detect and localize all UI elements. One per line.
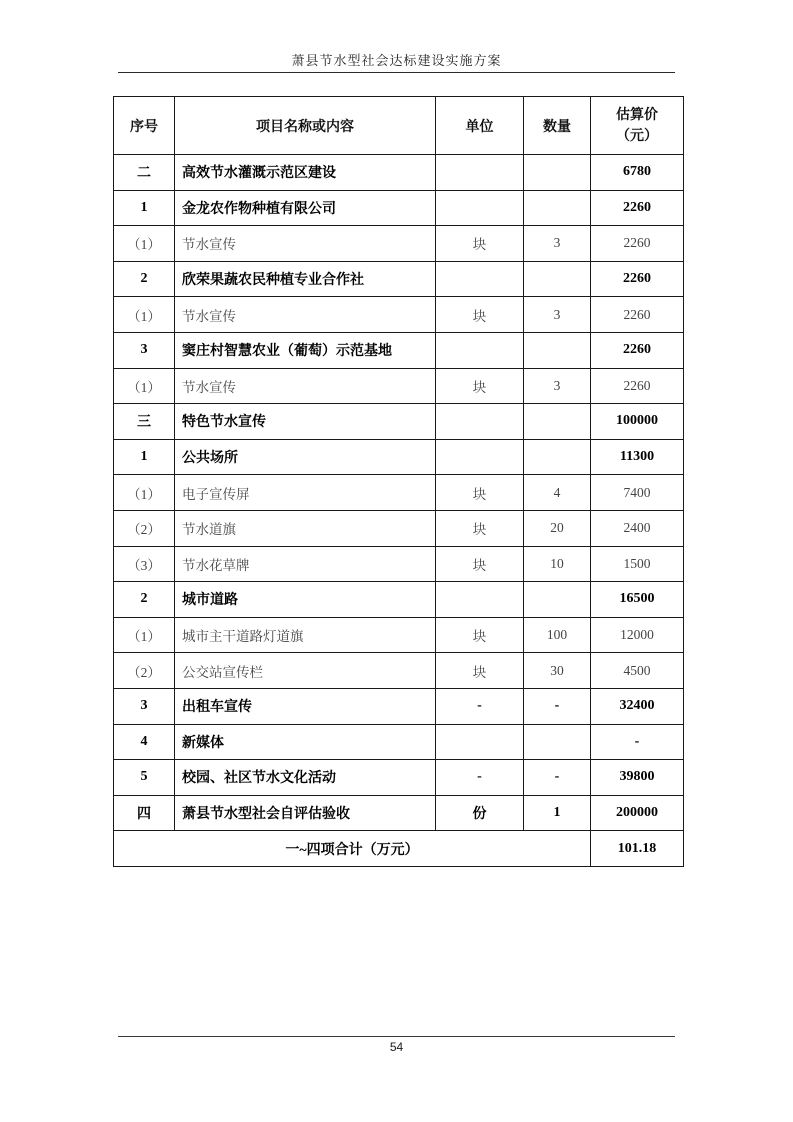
cell-name: 节水花草牌: [175, 546, 436, 582]
cell-name: 金龙农作物种植有限公司: [175, 190, 436, 226]
cell-price: 200000: [591, 795, 684, 831]
total-row-price: 101.18: [591, 831, 684, 867]
cell-no: （1）: [114, 368, 175, 404]
cell-no: （1）: [114, 475, 175, 511]
cell-unit: -: [436, 760, 524, 796]
cell-price: 39800: [591, 760, 684, 796]
cell-qty: [524, 332, 591, 368]
cell-no: （1）: [114, 617, 175, 653]
cell-price: 2260: [591, 332, 684, 368]
cell-qty: 3: [524, 368, 591, 404]
cell-unit: 块: [436, 226, 524, 262]
table-row: [114, 261, 684, 297]
cell-price: 16500: [591, 582, 684, 618]
cell-unit: 块: [436, 475, 524, 511]
cell-qty: 30: [524, 653, 591, 689]
cell-qty: [524, 155, 591, 191]
cell-price: 4500: [591, 653, 684, 689]
cell-unit: 块: [436, 617, 524, 653]
header-title: 萧县节水型社会达标建设实施方案: [291, 53, 502, 68]
cell-unit: 块: [436, 546, 524, 582]
cell-no: 四: [114, 795, 175, 831]
cell-unit: 块: [436, 368, 524, 404]
table-row: [114, 795, 684, 831]
table-row: [114, 582, 684, 618]
cell-qty: [524, 404, 591, 440]
cell-no: 2: [114, 261, 175, 297]
cell-name: 公交站宣传栏: [175, 653, 436, 689]
cell-price: 2260: [591, 297, 684, 333]
cell-qty: [524, 439, 591, 475]
table-row: [114, 510, 684, 546]
cell-qty: [524, 724, 591, 760]
cell-name: 窦庄村智慧农业（葡萄）示范基地: [175, 332, 436, 368]
cell-no: 1: [114, 439, 175, 475]
table-body: [114, 155, 684, 831]
cell-qty: [524, 261, 591, 297]
cell-no: （2）: [114, 653, 175, 689]
cell-unit: [436, 155, 524, 191]
cell-name: 城市道路: [175, 582, 436, 618]
table-row: [114, 368, 684, 404]
page-header: [0, 0, 793, 73]
cell-price: 32400: [591, 688, 684, 724]
cell-qty: 3: [524, 226, 591, 262]
cell-unit: 块: [436, 653, 524, 689]
cell-name: 节水宣传: [175, 297, 436, 333]
cell-price: 12000: [591, 617, 684, 653]
footer-rule: [118, 1036, 675, 1037]
table-row: [114, 404, 684, 440]
header-rule: [118, 72, 675, 73]
table-row: [114, 760, 684, 796]
cell-price: 7400: [591, 475, 684, 511]
total-row-label: 一~四项合计（万元）: [114, 831, 591, 867]
cell-no: （1）: [114, 297, 175, 333]
cell-price: 2260: [591, 368, 684, 404]
cell-price: 11300: [591, 439, 684, 475]
cell-unit: 份: [436, 795, 524, 831]
table-row: [114, 724, 684, 760]
table-row: [114, 226, 684, 262]
table-row: [114, 190, 684, 226]
cell-no: 三: [114, 404, 175, 440]
table-row: [114, 475, 684, 511]
cell-no: 3: [114, 688, 175, 724]
cell-name: 城市主干道路灯道旗: [175, 617, 436, 653]
cell-no: 5: [114, 760, 175, 796]
cell-no: 1: [114, 190, 175, 226]
cell-name: 出租车宣传: [175, 688, 436, 724]
table-header-row: [114, 97, 684, 155]
cell-qty: 20: [524, 510, 591, 546]
cell-price: 2260: [591, 190, 684, 226]
cell-price: -: [591, 724, 684, 760]
cell-no: 2: [114, 582, 175, 618]
page-number: 54: [389, 1040, 404, 1054]
column-header-unit: 单位: [436, 97, 524, 155]
cell-qty: -: [524, 760, 591, 796]
cell-no: （3）: [114, 546, 175, 582]
column-header-name: 项目名称或内容: [175, 97, 436, 155]
cell-name: 电子宣传屏: [175, 475, 436, 511]
table-row: [114, 155, 684, 191]
table-row: [114, 688, 684, 724]
cell-unit: [436, 190, 524, 226]
cell-price: 2260: [591, 226, 684, 262]
cell-unit: [436, 261, 524, 297]
cell-qty: -: [524, 688, 591, 724]
cell-name: 高效节水灌溉示范区建设: [175, 155, 436, 191]
table-row: [114, 332, 684, 368]
cell-unit: [436, 332, 524, 368]
cell-no: 二: [114, 155, 175, 191]
cell-unit: -: [436, 688, 524, 724]
cell-qty: 10: [524, 546, 591, 582]
cell-no: 4: [114, 724, 175, 760]
column-header-qty: 数量: [524, 97, 591, 155]
cell-price: 2260: [591, 261, 684, 297]
cell-unit: [436, 582, 524, 618]
table-row: [114, 439, 684, 475]
cost-estimate-table: [113, 96, 684, 867]
cell-qty: 1: [524, 795, 591, 831]
cell-qty: [524, 190, 591, 226]
cell-price: 6780: [591, 155, 684, 191]
cell-name: 新媒体: [175, 724, 436, 760]
cell-name: 特色节水宣传: [175, 404, 436, 440]
cell-no: （1）: [114, 226, 175, 262]
cell-name: 公共场所: [175, 439, 436, 475]
cell-qty: 100: [524, 617, 591, 653]
cell-name: 节水道旗: [175, 510, 436, 546]
cell-qty: 3: [524, 297, 591, 333]
table-row: [114, 653, 684, 689]
cell-price: 2400: [591, 510, 684, 546]
cell-price: 100000: [591, 404, 684, 440]
column-header-price-line1: 估算价: [616, 107, 658, 123]
cell-unit: [436, 724, 524, 760]
total-row: [114, 831, 684, 867]
table-row: [114, 297, 684, 333]
cell-price: 1500: [591, 546, 684, 582]
column-header-price: [591, 97, 684, 155]
cell-no: （2）: [114, 510, 175, 546]
cell-unit: [436, 404, 524, 440]
column-header-no: 序号: [114, 97, 175, 155]
cell-unit: [436, 439, 524, 475]
table-row: [114, 617, 684, 653]
cell-qty: [524, 582, 591, 618]
cell-name: 欣荣果蔬农民种植专业合作社: [175, 261, 436, 297]
column-header-price-line2: （元）: [616, 128, 658, 144]
cell-name: 萧县节水型社会自评估验收: [175, 795, 436, 831]
cell-qty: 4: [524, 475, 591, 511]
cell-unit: 块: [436, 297, 524, 333]
cell-name: 节水宣传: [175, 226, 436, 262]
cell-no: 3: [114, 332, 175, 368]
cell-unit: 块: [436, 510, 524, 546]
table-row: [114, 546, 684, 582]
cell-name: 校园、社区节水文化活动: [175, 760, 436, 796]
cell-name: 节水宣传: [175, 368, 436, 404]
